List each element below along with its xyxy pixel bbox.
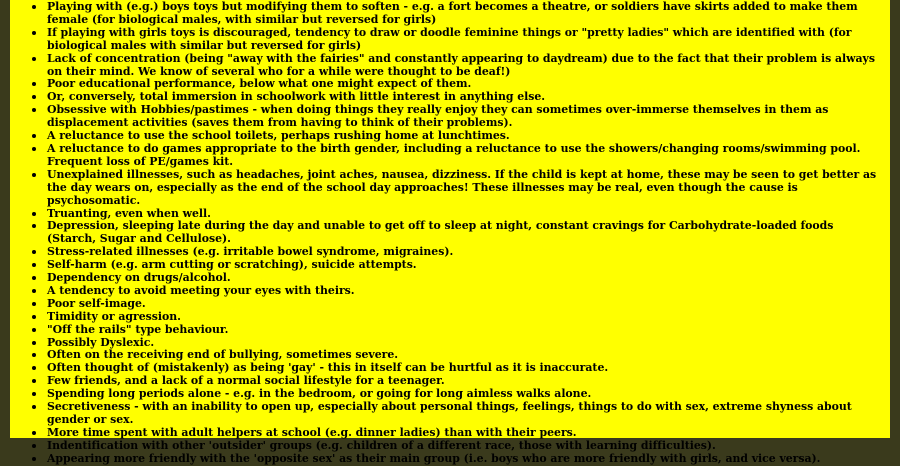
bullet-icon [32,379,36,383]
list-item-text: Stress-related illnesses (e.g. irritable bowel syndrome, migraines). [47,245,454,259]
list-item-text: Lack of concentration (being "away with the fairies" and constantly appearing to daydream) due to the fact that their problem is always on their mind. We know of several who for a while were thought to be deaf!) [47,51,875,78]
bullet-icon [32,366,36,370]
bullet-icon [32,341,36,345]
list-item-text: More time spent with adult helpers at school (e.g. dinner ladies) than with their peers. [47,425,577,439]
list-item [47,143,884,169]
bullet-icon [32,108,36,112]
list-item-text: Depression, sleeping late during the day and unable to get off to sleep at night, constant cravings for Carbohydrate-loaded foods (Starch, Sugar and Cellulose). [47,219,834,246]
list-item-text: Spending long periods alone - e.g. in the bedroom, or going for long aimless walks alone. [47,387,592,401]
list-item-text: Playing with (e.g.) boys toys but modifying them to soften - e.g. a fort becomes a theatre, or soldiers have skirts added to make them female (for biological males, with similar but reversed for girls) [47,0,858,26]
list-item-text: A reluctance to do games appropriate to the birth gender, including a reluctance to use the showers/changing rooms/swimming pool. Frequent loss of PE/games kit. [47,141,861,168]
list-item-text: Indentification with other 'outsider' groups (e.g. children of a different race, those with learning difficulties). [47,438,716,452]
bullet-icon [32,95,36,99]
bullet-icon [32,147,36,151]
bullet-icon [32,302,36,306]
bullet-icon [32,224,36,228]
list-item-text: Unexplained illnesses, such as headaches, joint aches, nausea, dizziness. If the child is kept at home, these may be seen to get better as the day wears on, especially as the end of the school day approaches! These illnesses may be real, even though the cause is psychosomatic. [47,167,877,207]
bullet-icon [32,289,36,293]
list-item [47,169,884,208]
list-item [47,27,884,53]
bullet-icon [32,392,36,396]
list-item-text: Often thought of (mistakenly) as being 'gay' - this in itself can be hurtful as it is inaccurate. [47,361,609,375]
list-item-text: Obsessive with Hobbies/pastimes - when doing things they really enjoy they can sometimes over-immerse themselves in them as displacement activities (saves them from having to think of their problems). [47,103,829,130]
list-item-text: Timidity or agression. [47,309,181,323]
list-item-text: Secretiveness - with an inability to open up, especially about personal things, feelings, things to do with sex, extreme shyness about gender or sex. [47,400,852,426]
bullet-icon [32,444,36,448]
bullet-icon [32,405,36,409]
list-item [47,401,884,427]
bullet-icon [32,57,36,61]
bullet-icon [32,134,36,138]
bullet-icon [32,263,36,267]
bullet-icon [32,276,36,280]
list-item [47,220,884,246]
list-item-text: Poor self-image. [47,296,146,310]
list-item-text: A reluctance to use the school toilets, perhaps rushing home at lunchtimes. [47,129,510,143]
list-item-text: "Off the rails" type behaviour. [47,322,229,336]
bullet-icon [32,431,36,435]
list-item-text: Or, conversely, total immersion in schoolwork with little interest in anything else. [47,90,546,104]
bullet-icon [32,31,36,35]
list-item-text: Appearing more friendly with the 'opposite sex' as their main group (i.e. boys who are more friendly with girls, and vice versa). [47,451,821,465]
list-item-text: Poor educational performance, below what one might expect of them. [47,77,472,91]
bullet-icon [32,457,36,461]
list-item [47,453,884,466]
list-item-text: Truanting, even when well. [47,206,211,220]
bullet-icon [32,5,36,9]
list-item [47,53,884,79]
list-item-text: Few friends, and a lack of a normal social lifestyle for a teenager. [47,374,445,388]
bullet-icon [32,250,36,254]
list-item [47,324,884,337]
list-item-text: Often on the receiving end of bullying, sometimes severe. [47,348,399,362]
list-item-text: Possibly Dyslexic. [47,335,155,349]
list-item-text: Dependency on drugs/alcohol. [47,271,231,285]
list-item [47,104,884,130]
bullet-icon [32,173,36,177]
bullet-icon [32,315,36,319]
document-page [10,0,890,465]
list-item-text: If playing with girls toys is discouraged, tendency to draw or doodle feminine things or "pretty ladies" which are identified with (for biological males with similar but reversed for girls) [47,25,852,52]
list-item [47,285,884,298]
bullet-icon [32,328,36,332]
list-item-text: A tendency to avoid meeting your eyes with theirs. [47,283,355,297]
bullet-icon [32,353,36,357]
bullet-icon [32,82,36,86]
signs-list [10,1,890,466]
list-item-text: Self-harm (e.g. arm cutting or scratching), suicide attempts. [47,258,417,272]
list-item [47,1,884,27]
bullet-icon [32,212,36,216]
